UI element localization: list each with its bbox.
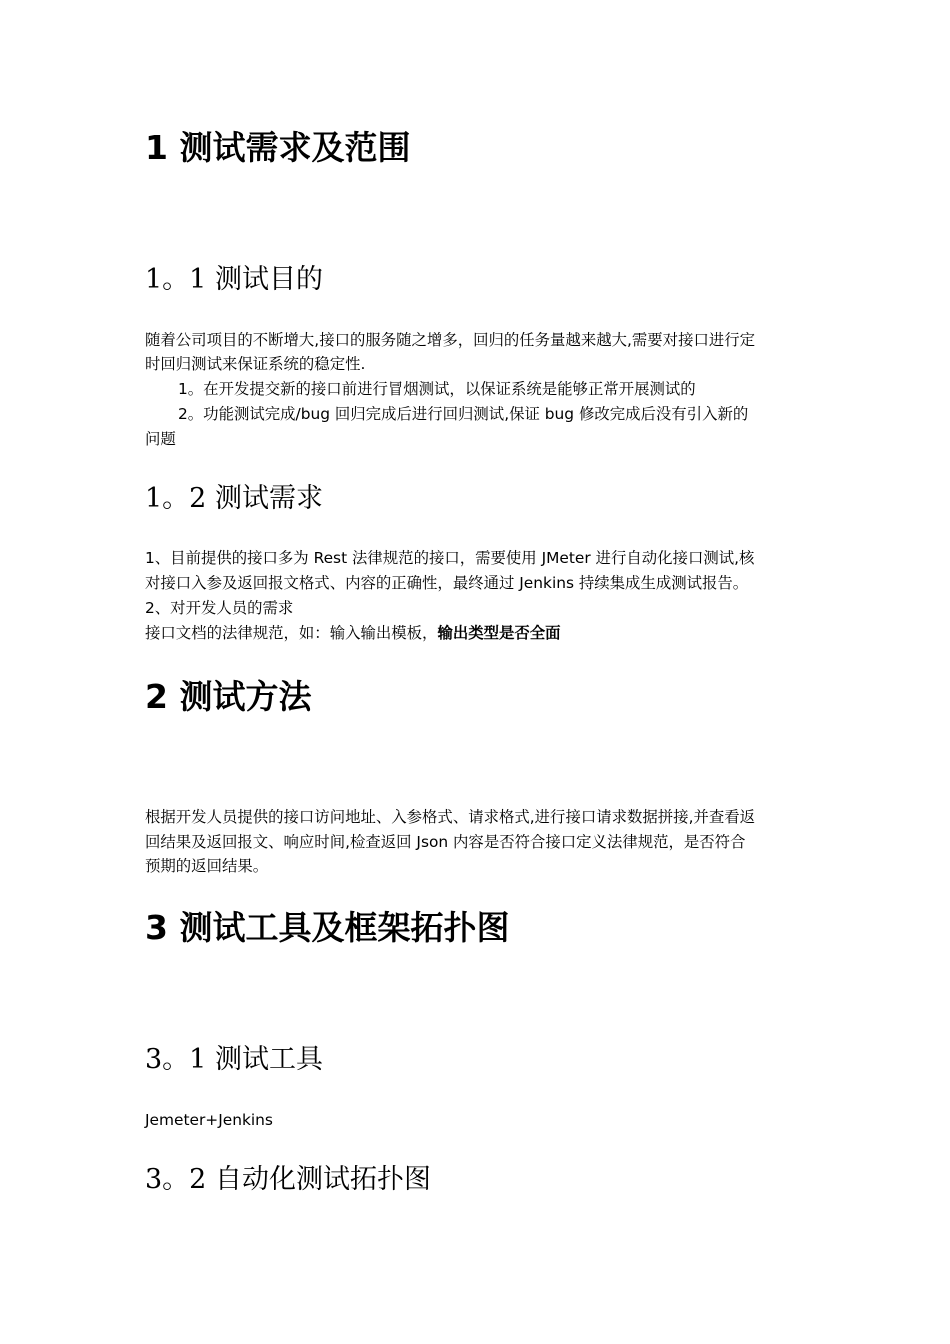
paragraph-line: 问题 [145, 430, 176, 448]
section-3-2-heading: 3。2 自动化测试拓扑图 [145, 1164, 431, 1195]
paragraph-line [145, 621, 810, 645]
paragraph-line: 2、对开发人员的需求 [145, 599, 294, 617]
paragraph-line: 1、目前提供的接口多为 Rest 法律规范的接口，需要使用 JMeter 进行自动化接口测试,核 [145, 549, 755, 567]
bold-text: 输出类型是否全面 [437, 624, 561, 642]
list-item: 1。在开发提交新的接口前进行冒烟测试，以保证系统是能够正常开展测试的 [178, 380, 696, 398]
paragraph-line: 预期的返回结果。 [145, 857, 269, 875]
section-1-heading: 1 测试需求及范围 [145, 128, 411, 167]
paragraph-line: Jemeter+Jenkins [145, 1111, 273, 1129]
section-1-2-heading: 1。2 测试需求 [145, 483, 323, 514]
section-3-heading: 3 测试工具及框架拓扑图 [145, 908, 510, 947]
list-item: 2。功能测试完成/bug 回归完成后进行回归测试,保证 bug 修改完成后没有引入新的 [178, 405, 749, 423]
section-1-1-heading: 1。1 测试目的 [145, 264, 323, 295]
section-3-1-heading: 3。1 测试工具 [145, 1044, 323, 1075]
paragraph-line: 根据开发人员提供的接口访问地址、入参格式、请求格式,进行接口请求数据拼接,并查看返 [145, 808, 756, 826]
section-2-heading: 2 测试方法 [145, 677, 312, 716]
paragraph-line: 随着公司项目的不断增大,接口的服务随之增多，回归的任务量越来越大,需要对接口进行定 [145, 331, 756, 349]
paragraph-line: 时回归测试来保证系统的稳定性. [145, 355, 366, 373]
paragraph-line: 回结果及返回报文、响应时间,检查返回 Json 内容是否符合接口定义法律规范，是否符合 [145, 833, 746, 851]
paragraph-line: 对接口入参及返回报文格式、内容的正确性，最终通过 Jenkins 持续集成生成测试报告。 [145, 574, 749, 592]
paragraph-text: 接口文档的法律规范，如：输入输出模板， [145, 624, 438, 642]
